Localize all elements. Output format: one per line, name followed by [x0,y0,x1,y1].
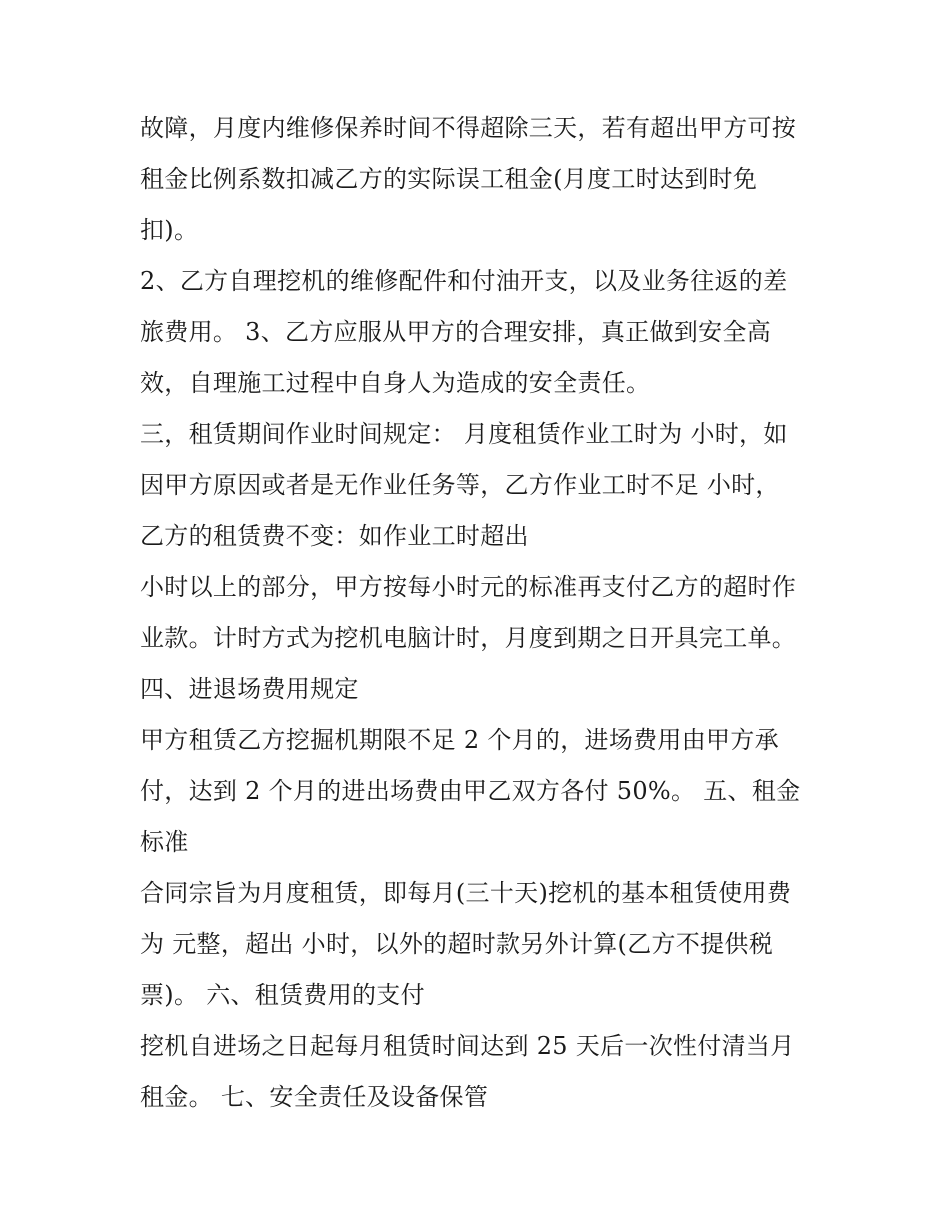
document-body [140,103,830,1123]
text-line: 因甲方原因或者是无作业任务等，乙方作业工时不足 小时， [140,471,780,499]
text-line: 乙方的租赁费不变：如作业工时超出 [140,522,529,550]
text-line: 四、进退场费用规定 [140,675,359,703]
text-line: 业款。计时方式为挖机电脑计时，月度到期之日开具完工单。 [140,624,797,652]
text-line: 票)。 六、租赁费用的支付 [140,981,425,1009]
text-line: 三，租赁期间作业时间规定： 月度租赁作业工时为 小时，如 [140,420,788,448]
text-line: 租金比例系数扣减乙方的实际误工租金(月度工时达到时免 [140,165,758,193]
text-line: 故障，月度内维修保养时间不得超除三天，若有超出甲方可按 [140,114,797,142]
text-line: 挖机自进场之日起每月租赁时间达到 25 天后一次性付清当月 [140,1032,795,1060]
text-line: 租金。 七、安全责任及设备保管 [140,1083,489,1111]
text-line: 效，自理施工过程中自身人为造成的安全责任。 [140,369,651,397]
text-line: 标准 [140,828,189,856]
text-line: 付，达到 2 个月的进出场费由甲乙双方各付 50%。 五、租金 [140,777,801,805]
text-line: 为 元整，超出 小时，以外的超时款另外计算(乙方不提供税 [140,930,774,958]
text-line: 2、乙方自理挖机的维修配件和付油开支，以及业务往返的差 [140,267,788,295]
text-line: 旅费用。 3、乙方应服从甲方的合理安排，真正做到安全高 [140,318,771,346]
text-line: 小时以上的部分，甲方按每小时元的标准再支付乙方的超时作 [140,573,797,601]
text-line: 合同宗旨为月度租赁，即每月(三十天)挖机的基本租赁使用费 [140,879,792,907]
text-line: 甲方租赁乙方挖掘机期限不足 2 个月的，进场费用由甲方承 [140,726,779,754]
text-line: 扣)。 [140,216,199,244]
